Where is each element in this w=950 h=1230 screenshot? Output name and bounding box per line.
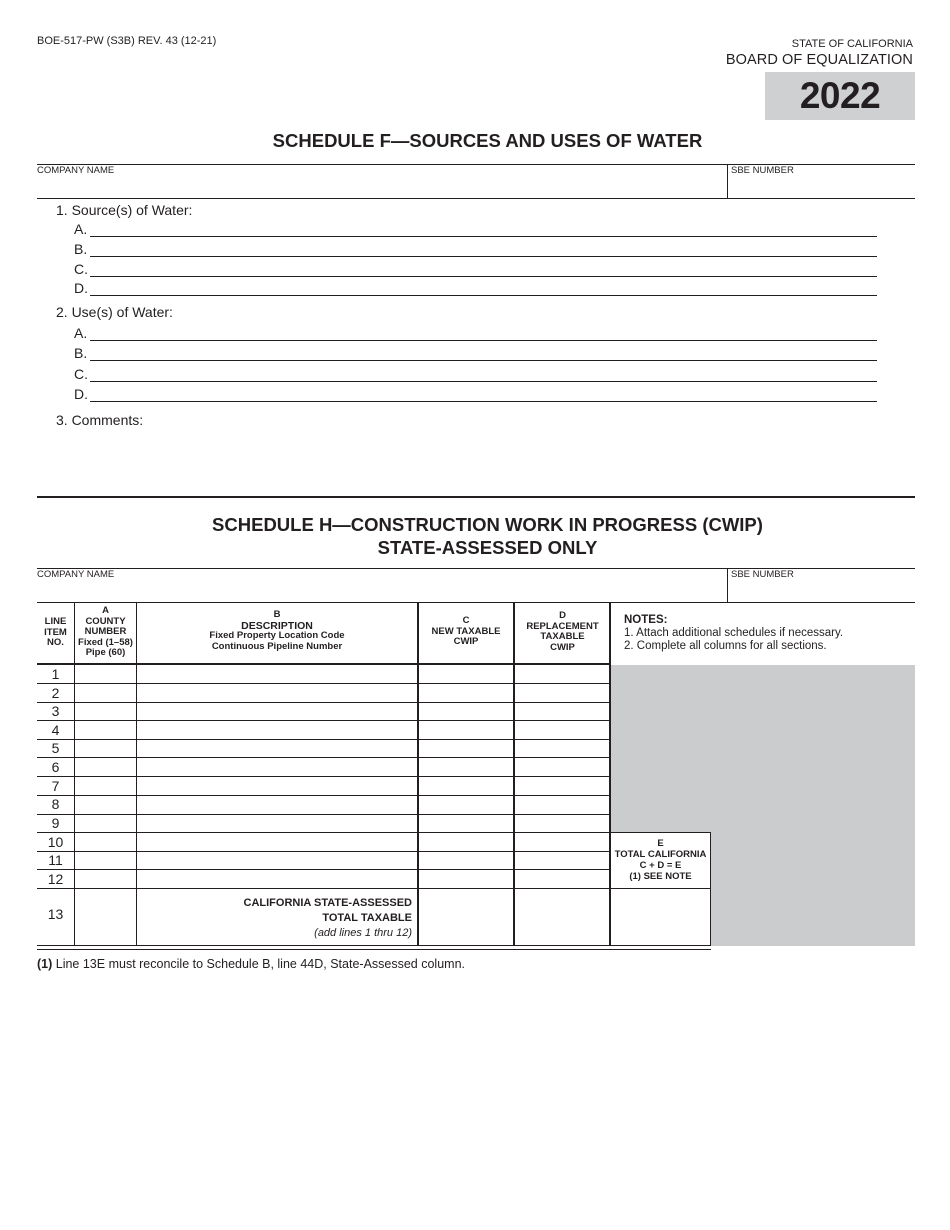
col-e-header: E TOTAL CALIFORNIA C + D = E (1) SEE NOTE [614,838,707,882]
comments-heading: 3. Comments: [56,412,144,428]
form-id: BOE-517-PW (S3B) REV. 43 (12-21) [37,35,217,47]
total-e-field[interactable] [611,890,710,945]
col-c-header: C NEW TAXABLE CWIP [431,615,501,647]
schedule-h-title: SCHEDULE H—CONSTRUCTION WORK IN PROGRESS (CWIP) [212,514,763,535]
source-a-label: A. [74,221,88,237]
sources-heading: 1. Source(s) of Water: [56,202,193,218]
total-taxable-label: CALIFORNIA STATE-ASSESSED TOTAL TAXABLE (add lines 1 thru 12) [243,897,412,939]
row-number: 7 [51,778,60,794]
note-1: 1. Attach additional schedules if necessary. [624,627,844,639]
row-number: 12 [47,871,64,887]
row-number: 4 [51,722,60,738]
col-line-header: LINE ITEM NO. [44,616,67,648]
row-number: 10 [47,834,64,850]
use-b-label: B. [74,345,88,361]
row-number: 9 [51,815,60,831]
col-b-header: B DESCRIPTION Fixed Property Location Code Continuous Pipeline Number [209,609,345,652]
total-d-field[interactable] [515,890,609,945]
sbe-number-label: SBE NUMBER [731,165,794,176]
company-name-label: COMPANY NAME [37,165,115,176]
footnote: (1) Line 13E must reconcile to Schedule B, line 44D, State-Assessed column. [37,957,466,971]
sbe-number-label: SBE NUMBER [731,569,794,580]
row-number: 11 [48,852,63,868]
schedule-h-subtitle: STATE-ASSESSED ONLY [377,537,598,558]
total-c-field[interactable] [419,890,513,945]
board-label: BOARD OF EQUALIZATION [725,52,913,68]
use-a-label: A. [74,325,88,341]
row-number: 3 [51,703,60,719]
row-number: 5 [51,740,60,756]
source-b-label: B. [74,241,88,257]
schedule-f-title: SCHEDULE F—SOURCES AND USES OF WATER [272,130,703,151]
notes-title: NOTES: [624,614,668,626]
source-d-label: D. [74,280,88,296]
use-c-label: C. [74,366,88,382]
state-label: STATE OF CALIFORNIA [791,38,913,50]
row-number: 2 [51,685,60,701]
col-a-header: A COUNTY NUMBER Fixed (1–58) Pipe (60) [78,605,133,658]
row-number: 13 [47,906,64,922]
year-text: 2022 [799,75,881,116]
row-number: 8 [51,796,60,812]
row-number: 6 [51,759,60,775]
col-d-header: D REPLACEMENT TAXABLE CWIP [526,610,599,653]
source-c-label: C. [74,261,88,277]
row-number: 1 [51,666,60,682]
note-2: 2. Complete all columns for all sections. [624,640,827,652]
uses-heading: 2. Use(s) of Water: [56,304,173,320]
use-d-label: D. [74,386,88,402]
company-name-label: COMPANY NAME [37,569,115,580]
